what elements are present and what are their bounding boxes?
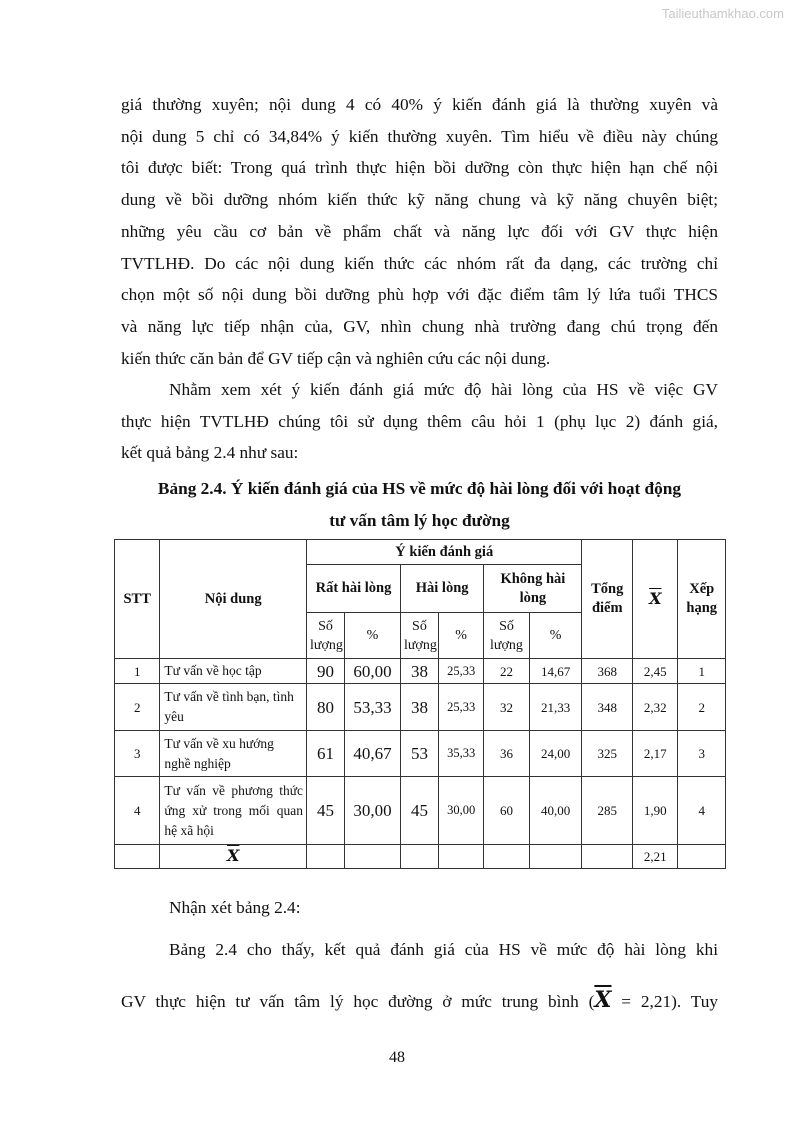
- cell-content: Tư vấn về xu hướng nghề nghiệp: [160, 731, 307, 777]
- cell-total: 348: [582, 684, 633, 731]
- cell-percent: 24,00: [529, 731, 582, 777]
- cell-count: 60: [484, 777, 529, 845]
- cell-empty: [582, 845, 633, 869]
- cell-count: 45: [400, 777, 438, 845]
- header-count: Số lượng: [307, 613, 345, 659]
- cell-mean: 2,32: [633, 684, 678, 731]
- caption-line: tư vấn tâm lý học đường: [329, 511, 510, 530]
- text-segment: GV thực hiện tư vấn tâm lý học đường ở mức trung bình (: [121, 992, 595, 1011]
- header-total: Tổng điểm: [582, 540, 633, 659]
- cell-empty: [438, 845, 483, 869]
- table-row: [115, 731, 726, 777]
- text-line: [121, 975, 718, 1027]
- mean-symbol: $\overline{X}$: [649, 588, 662, 608]
- cell-total: 285: [582, 777, 633, 845]
- cell-count: 38: [400, 684, 438, 731]
- cell-percent: 21,33: [529, 684, 582, 731]
- cell-stt: 1: [115, 659, 160, 684]
- table-row: [115, 777, 726, 845]
- cell-count: 36: [484, 731, 529, 777]
- cell-count: 32: [484, 684, 529, 731]
- cell-percent: 14,67: [529, 659, 582, 684]
- cell-percent: 60,00: [345, 659, 401, 684]
- table-row: [115, 659, 726, 684]
- text-line: dung về bồi dưỡng nhóm kiến thức kỹ năng chung và kỹ năng chuyên biệt;: [121, 190, 718, 210]
- summary-row: [115, 845, 726, 869]
- text-line: TVTLHĐ. Do các nội dung kiến thức các nhóm rất đa dạng, các trường chỉ: [121, 253, 718, 273]
- cell-percent: 35,33: [438, 731, 483, 777]
- cell-empty: [115, 845, 160, 869]
- cell-count: 45: [307, 777, 345, 845]
- header-count: Số lượng: [484, 613, 529, 659]
- header-very-satisfied: Rất hài lòng: [307, 565, 401, 613]
- cell-percent: 25,33: [438, 659, 483, 684]
- cell-rank: 1: [678, 659, 726, 684]
- cell-empty: [529, 845, 582, 869]
- cell-total: 325: [582, 731, 633, 777]
- remark-title: [121, 892, 718, 924]
- cell-count: 90: [307, 659, 345, 684]
- header-percent: %: [529, 613, 582, 659]
- text-line: kiến thức căn bản để GV tiếp cận và nghiên cứu các nội dung.: [121, 348, 551, 368]
- cell-count: 53: [400, 731, 438, 777]
- mean-symbol: $\overline{X}$: [594, 987, 612, 1013]
- cell-stt: 3: [115, 731, 160, 777]
- text-line: Bảng 2.4 cho thấy, kết quả đánh giá của HS về mức độ hài lòng khi: [169, 940, 718, 959]
- cell-total: 368: [582, 659, 633, 684]
- text-line: nội dung 5 chỉ có 34,84% ý kiến thường xuyên. Tìm hiểu về điều này chúng: [121, 126, 718, 146]
- cell-count: 38: [400, 659, 438, 684]
- remark-title-text: Nhận xét bảng 2.4:: [169, 898, 301, 917]
- text-line: thực hiện TVTLHĐ chúng tôi sử dụng thêm câu hỏi 1 (phụ lục 2) đánh giá,: [121, 411, 718, 431]
- cell-mean: 2,17: [633, 731, 678, 777]
- cell-content: Tư vấn về phương thức ứng xử trong mối quan hệ xã hội: [160, 777, 307, 845]
- table-row: [115, 684, 726, 731]
- page-number: 48: [389, 1049, 405, 1066]
- table-caption: [121, 474, 718, 536]
- header-mean: [633, 540, 678, 659]
- cell-empty: [678, 845, 726, 869]
- text-line: và năng lực tiếp nhận của, GV, nhìn chung nhà trường đang chú trọng đến: [121, 316, 718, 336]
- text-line: kết quả bảng 2.4 như sau:: [121, 443, 299, 463]
- summary-mean: 2,21: [633, 845, 678, 869]
- mean-symbol: $\overline{X}$: [227, 846, 240, 865]
- satisfaction-table: [114, 539, 726, 869]
- paragraph-1: [121, 89, 718, 374]
- cell-percent: 40,00: [529, 777, 582, 845]
- cell-empty: [484, 845, 529, 869]
- header-percent: %: [345, 613, 401, 659]
- header-percent: %: [438, 613, 483, 659]
- cell-count: 61: [307, 731, 345, 777]
- cell-rank: 3: [678, 731, 726, 777]
- paragraph-2: [121, 374, 718, 469]
- cell-percent: 40,67: [345, 731, 401, 777]
- header-content: Nội dung: [160, 540, 307, 659]
- cell-rank: 2: [678, 684, 726, 731]
- text-line: giá thường xuyên; nội dung 4 có 40% ý kiến đánh giá là thường xuyên và: [121, 95, 718, 114]
- cell-empty: [307, 845, 345, 869]
- cell-percent: 53,33: [345, 684, 401, 731]
- header-satisfied: Hài lòng: [400, 565, 483, 613]
- cell-count: 80: [307, 684, 345, 731]
- cell-mean: 2,45: [633, 659, 678, 684]
- cell-stt: 4: [115, 777, 160, 845]
- cell-stt: 2: [115, 684, 160, 731]
- caption-line: Bảng 2.4. Ý kiến đánh giá của HS về mức độ hài lòng đối với hoạt động: [157, 479, 682, 498]
- header-count: Số lượng: [400, 613, 438, 659]
- header-stt: STT: [115, 540, 160, 659]
- cell-mean: 1,90: [633, 777, 678, 845]
- text-segment: = 2,21). Tuy: [611, 992, 718, 1011]
- cell-content: Tư vấn về học tập: [160, 659, 307, 684]
- cell-content: Tư vấn về tình bạn, tình yêu: [160, 684, 307, 731]
- header-opinion: Ý kiến đánh giá: [307, 540, 582, 565]
- summary-label: [160, 845, 307, 869]
- cell-count: 22: [484, 659, 529, 684]
- cell-percent: 30,00: [345, 777, 401, 845]
- cell-empty: [345, 845, 401, 869]
- cell-empty: [400, 845, 438, 869]
- text-line: Nhằm xem xét ý kiến đánh giá mức độ hài lòng của HS về việc GV: [169, 380, 718, 399]
- paragraph-3: [121, 925, 718, 1027]
- text-line: những yêu cầu cơ bản về phẩm chất và năng lực đối với GV thực hiện: [121, 221, 718, 241]
- cell-percent: 30,00: [438, 777, 483, 845]
- header-not-satisfied: Không hài lòng: [484, 565, 582, 613]
- watermark: Tailieuthamkhao.com: [661, 6, 784, 21]
- text-line: chọn một số nội dung bồi dưỡng phù hợp với đặc điểm tâm lý lứa tuổi THCS: [121, 285, 718, 305]
- header-rank: Xếp hạng: [678, 540, 726, 659]
- cell-percent: 25,33: [438, 684, 483, 731]
- cell-rank: 4: [678, 777, 726, 845]
- text-line: tôi được biết: Trong quá trình thực hiện bồi dưỡng còn thực hiện hạn chế nội: [121, 158, 718, 178]
